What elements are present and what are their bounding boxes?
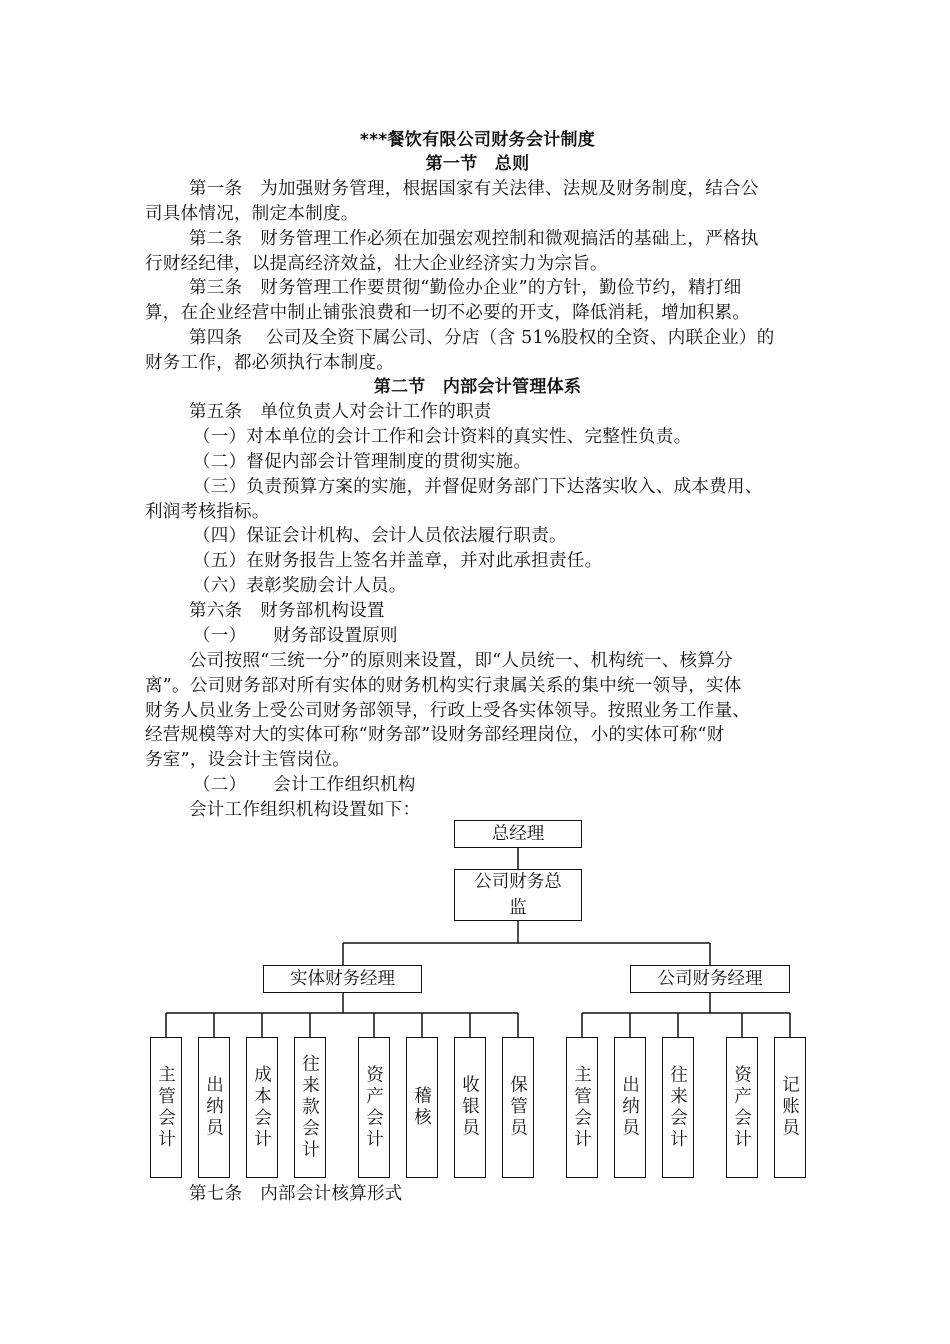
article-5-item-4: （四）保证会计机构、会计人员依法履行职责。 xyxy=(193,526,567,546)
article-6-paragraph-line-4: 经营规模等对大的实体可称“财务部”设财务部经理岗位，小的实体可称“财 xyxy=(145,725,725,745)
org-staff-company-asset-accountant xyxy=(726,1037,758,1178)
article-3-line-1: 第三条 财务管理工作要贯彻“勤俭办企业”的方针，勤俭节约，精打细 xyxy=(189,278,742,298)
section-2-heading: 第二节 内部会计管理体系 xyxy=(373,377,582,397)
article-1-line-2: 司具体情况，制定本制度。 xyxy=(145,204,359,224)
org-staff-label: 主管会计 xyxy=(571,1064,592,1151)
org-staff-entity-cost-accountant xyxy=(246,1037,278,1178)
article-2-line-2: 行财经纪律，以提高经济效益，壮大企业经济实力为宗旨。 xyxy=(145,254,608,274)
org-staff-label: 稽核 xyxy=(411,1086,432,1129)
org-node-general-manager: 总经理 xyxy=(454,820,582,848)
org-staff-entity-custodian xyxy=(502,1037,534,1178)
article-4-line-1: 第四条 公司及全资下属公司、分店（含 51%股权的全资、内联企业）的 xyxy=(189,328,775,348)
org-staff-company-receivables-accountant xyxy=(662,1037,694,1178)
article-5-item-3-line-1: （三）负责预算方案的实施，并督促财务部门下达落实收入、成本费用、 xyxy=(193,477,763,497)
article-6-paragraph-line-2: 离”。公司财务部对所有实体的财务机构实行隶属关系的集中统一领导，实体 xyxy=(145,676,742,696)
article-6-item-1: （一） 财务部设置原则 xyxy=(193,626,398,646)
article-5-item-2: （二）督促内部会计管理制度的贯彻实施。 xyxy=(193,452,532,472)
org-node-cfo: 公司财务总监 xyxy=(454,869,582,921)
article-6-paragraph-line-5: 务室”，设会计主管岗位。 xyxy=(145,750,351,770)
org-staff-entity-asset-accountant xyxy=(358,1037,390,1178)
org-staff-company-chief-accountant xyxy=(566,1037,598,1178)
org-staff-label: 资产会计 xyxy=(363,1064,384,1151)
org-staff-entity-auditor xyxy=(406,1037,438,1178)
org-staff-entity-receivables-accountant xyxy=(294,1037,326,1178)
article-1-line-1: 第一条 为加强财务管理，根据国家有关法律、法规及财务制度，结合公 xyxy=(189,179,759,199)
article-5-item-1: （一）对本单位的会计工作和会计资料的真实性、完整性负责。 xyxy=(193,427,692,447)
org-staff-label: 主管会计 xyxy=(155,1064,176,1151)
org-staff-label: 资产会计 xyxy=(731,1064,752,1151)
org-staff-label: 往来会计 xyxy=(667,1064,688,1151)
org-staff-company-cashier xyxy=(614,1037,646,1178)
article-6-paragraph-line-3: 财务人员业务上受公司财务部领导，行政上受各实体领导。按照业务工作量、 xyxy=(145,701,751,721)
article-2-line-1: 第二条 财务管理工作必须在加强宏观控制和微观搞活的基础上，严格执 xyxy=(189,229,759,249)
org-staff-label: 成本会计 xyxy=(251,1064,272,1151)
org-staff-entity-cashier-clerk xyxy=(454,1037,486,1178)
article-6-paragraph-line-1: 公司按照“三统一分”的原则来设置，即“人员统一、机构统一、核算分 xyxy=(189,651,733,671)
org-node-entity-finance-manager: 实体财务经理 xyxy=(263,965,422,993)
article-6: 第六条 财务部机构设置 xyxy=(189,601,385,621)
org-chart-intro: 会计工作组织机构设置如下： xyxy=(189,800,421,820)
article-5-item-5: （五）在财务报告上签名并盖章，并对此承担责任。 xyxy=(193,551,603,571)
article-7: 第七条 内部会计核算形式 xyxy=(189,1184,403,1204)
org-staff-label: 往来款会计 xyxy=(299,1053,320,1162)
org-staff-entity-chief-accountant xyxy=(150,1037,182,1178)
org-staff-entity-cashier xyxy=(198,1037,230,1178)
org-staff-company-bookkeeper xyxy=(774,1037,806,1178)
org-staff-label: 记账员 xyxy=(779,1075,800,1140)
org-staff-label: 收银员 xyxy=(459,1075,480,1140)
article-5-item-6: （六）表彰奖励会计人员。 xyxy=(193,576,407,596)
article-4-line-2: 财务工作，都必须执行本制度。 xyxy=(145,353,395,373)
article-5: 第五条 单位负责人对会计工作的职责 xyxy=(189,402,492,422)
article-6-item-2: （二） 会计工作组织机构 xyxy=(193,775,416,795)
document-title: ***餐饮有限公司财务会计制度 xyxy=(359,130,596,150)
org-staff-label: 出纳员 xyxy=(203,1075,224,1140)
article-3-line-2: 算，在企业经营中制止铺张浪费和一切不必要的开支，降低消耗，增加积累。 xyxy=(145,303,751,323)
org-staff-label: 出纳员 xyxy=(619,1075,640,1140)
section-1-heading: 第一节 总则 xyxy=(425,154,530,174)
org-staff-label: 保管员 xyxy=(507,1075,528,1140)
org-node-company-finance-manager: 公司财务经理 xyxy=(630,965,790,993)
article-5-item-3-line-2: 利润考核指标。 xyxy=(145,502,270,522)
